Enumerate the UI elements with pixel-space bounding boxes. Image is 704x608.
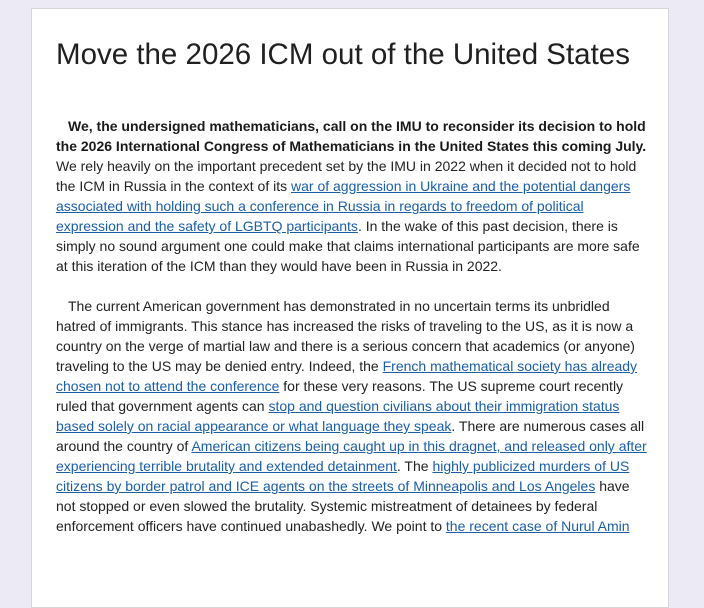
paragraph-1-text-2: . In the wake of this past decision, there is simply no sound argument one could make that claims international participants are more safe at this iteration of the ICM than they would have been in Russia in 2022. [56,218,640,274]
petition-card [31,8,669,608]
page-title: Move the 2026 ICM out of the United States [56,38,630,71]
petition-content [56,33,648,536]
link-publicized-murders[interactable]: highly publicized murders of US citizens by border patrol and ICE agents on the streets of Minneapolis and Los Angeles [56,458,630,494]
paragraph-2-text-3: . There are numerous cases all around the country of [56,418,645,454]
paragraph-1-bold-lead: We, the undersigned mathematicians, call on the IMU to reconsider its decision to hold the 2026 International Congress of Mathematicians in the United States this coming July. [56,118,647,154]
paragraph-1-text-1: We rely heavily on the important precedent set by the IMU in 2022 when it decided not to hold the ICM in Russia in the context of its [56,158,637,194]
paragraph-2-text-1: The current American government has demonstrated in no uncertain terms its unbridled hatred of immigrants. This stance has increased the risks of traveling to the US, as it is now a country on the verge of martial law and there is a serious concern that academics (or anyone) traveling to the US may be denied entry. Indeed, the [56,298,635,374]
paragraph-2-text-2: for these very reasons. The US supreme court recently ruled that government agents can [56,378,624,414]
link-nurul-amin-case[interactable]: the recent case of Nurul Amin [445,518,630,534]
paragraph-2-text-5: have not stopped or even slowed the brutality. Systemic mistreatment of detainees by federal enforcement officers have continued unabashedly. We point to [56,478,630,534]
paragraph-2 [56,296,648,536]
link-ukraine-war[interactable]: war of aggression in Ukraine and the potential dangers associated with holding such a conference in Russia in regards to freedom of political expression and the safety of LGBTQ participants [56,178,631,234]
link-citizens-dragnet[interactable]: American citizens being caught up in this dragnet, and released only after experiencing terrible brutality and extended detainment [56,438,647,474]
link-supreme-court-ruling[interactable]: stop and question civilians about their immigration status based solely on racial appearance or what language they speak [56,398,620,434]
paragraph-2-text-4: . The [396,458,433,474]
paragraph-1 [56,116,648,276]
link-french-society[interactable]: French mathematical society has already chosen not to attend the conference [56,358,638,394]
